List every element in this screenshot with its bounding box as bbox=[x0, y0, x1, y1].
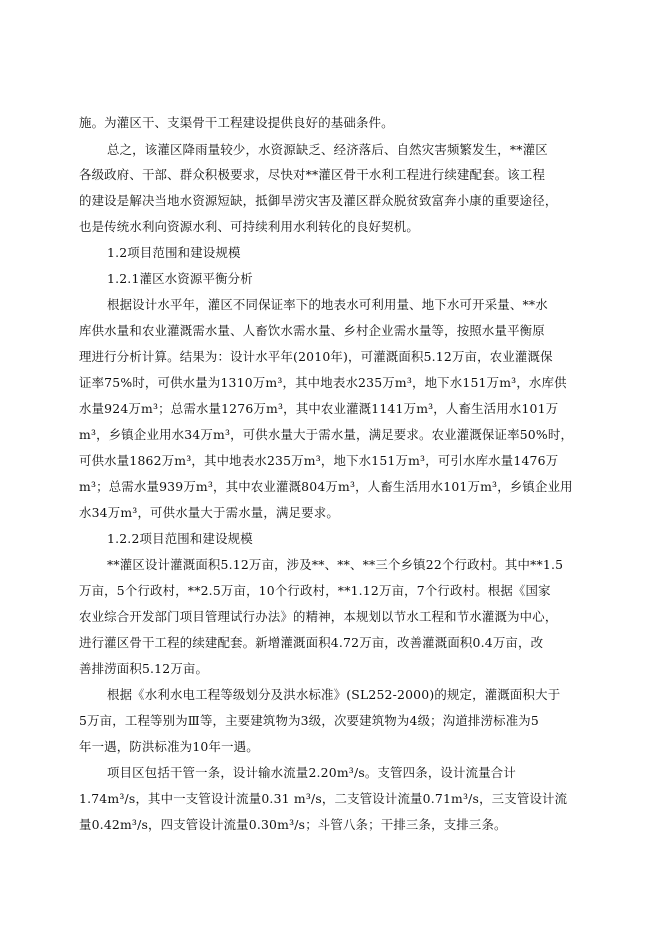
paragraph-line: 总之，该灌区降雨量较少，水资源缺乏、经济落后、自然灾害频繁发生，**灌区 bbox=[107, 142, 548, 157]
paragraph-line: 可供水量1862万m³，其中地表水235万m³，地下水151万m³，可引水库水量1476万 bbox=[79, 453, 559, 468]
paragraph-line: 1.74m³/s，其中一支管设计流量0.31 m³/s，二支管设计流量0.71m³/s，三支管设计流 bbox=[79, 791, 568, 806]
paragraph-line: 量0.42m³/s，四支管设计流量0.30m³/s；斗管八条；干排三条，支排三条。 bbox=[79, 817, 507, 832]
paragraph-line: 水34万m³，可供水量大于需水量，满足要求。 bbox=[79, 505, 339, 520]
paragraph-line: 施。为灌区干、支渠骨干工程建设提供良好的基础条件。 bbox=[79, 115, 394, 130]
paragraph-line: 善排涝面积5.12万亩。 bbox=[79, 661, 209, 676]
paragraph-line: 根据设计水平年，灌区不同保证率下的地表水可利用量、地下水可开采量、**水 bbox=[107, 297, 548, 312]
paragraph-line: 根据《水利水电工程等级划分及洪水标准》(SL252-2000)的规定，灌溉面积大于 bbox=[107, 687, 561, 702]
paragraph-line: m³，乡镇企业用水34万m³，可供水量大于需水量，满足要求。农业灌溉保证率50%时， bbox=[79, 427, 574, 442]
paragraph-line: 理进行分析计算。结果为：设计水平年(2010年)，可灌溉面积5.12万亩，农业灌溉保 bbox=[79, 349, 553, 364]
paragraph-line: 万亩，5个行政村，**2.5万亩，10个行政村，**1.12万亩，7个行政村。根据《国家 bbox=[79, 583, 551, 598]
paragraph-line: 项目区包括干管一条，设计输水流量2.20m³/s。支管四条，设计流量合计 bbox=[107, 765, 516, 780]
paragraph-line: 5万亩，工程等别为Ⅲ等，主要建筑物为3级，次要建筑物为4级；沟道排涝标准为5 bbox=[79, 713, 539, 728]
paragraph-line: 进行灌区骨干工程的续建配套。新增灌溉面积4.72万亩，改善灌溉面积0.4万亩，改 bbox=[79, 635, 544, 650]
paragraph-line: 库供水量和农业灌溉需水量、人畜饮水需水量、乡村企业需水量等，按照水量平衡原 bbox=[79, 323, 545, 338]
paragraph-line: 证率75%时，可供水量为1310万m³，其中地表水235万m³，地下水151万m³，水库供 bbox=[79, 375, 567, 390]
paragraph-line: 各级政府、干部、群众积极要求，尽快对**灌区骨干水利工程进行续建配套。该工程 bbox=[79, 167, 546, 182]
paragraph-line: 年一遇，防洪标准为10年一遇。 bbox=[79, 739, 259, 754]
paragraph-line: **灌区设计灌溉面积5.12万亩，涉及**、**、**三个乡镇22个行政村。其中**1.5 bbox=[107, 557, 564, 572]
paragraph-line: 水量924万m³；总需水量1276万m³，其中农业灌溉1141万m³，人畜生活用水101万 bbox=[79, 401, 559, 416]
paragraph-line: 农业综合开发部门项目管理试行办法》的精神，本规划以节水工程和节水灌溉为中心， bbox=[79, 609, 558, 624]
paragraph-line: m³；总需水量939万m³，其中农业灌溉804万m³，人畜生活用水101万m³，乡镇企业用 bbox=[79, 479, 573, 494]
section-heading: 1.2项目范围和建设规模 bbox=[107, 245, 241, 260]
subsection-heading: 1.2.1灌区水资源平衡分析 bbox=[107, 271, 253, 286]
paragraph-line: 也是传统水利向资源水利、可持续利用水利转化的良好契机。 bbox=[79, 219, 419, 234]
subsection-heading: 1.2.2项目范围和建设规模 bbox=[107, 531, 253, 546]
paragraph-line: 的建设是解决当地水资源短缺，抵御旱涝灾害及灌区群众脱贫致富奔小康的重要途径， bbox=[79, 193, 558, 208]
